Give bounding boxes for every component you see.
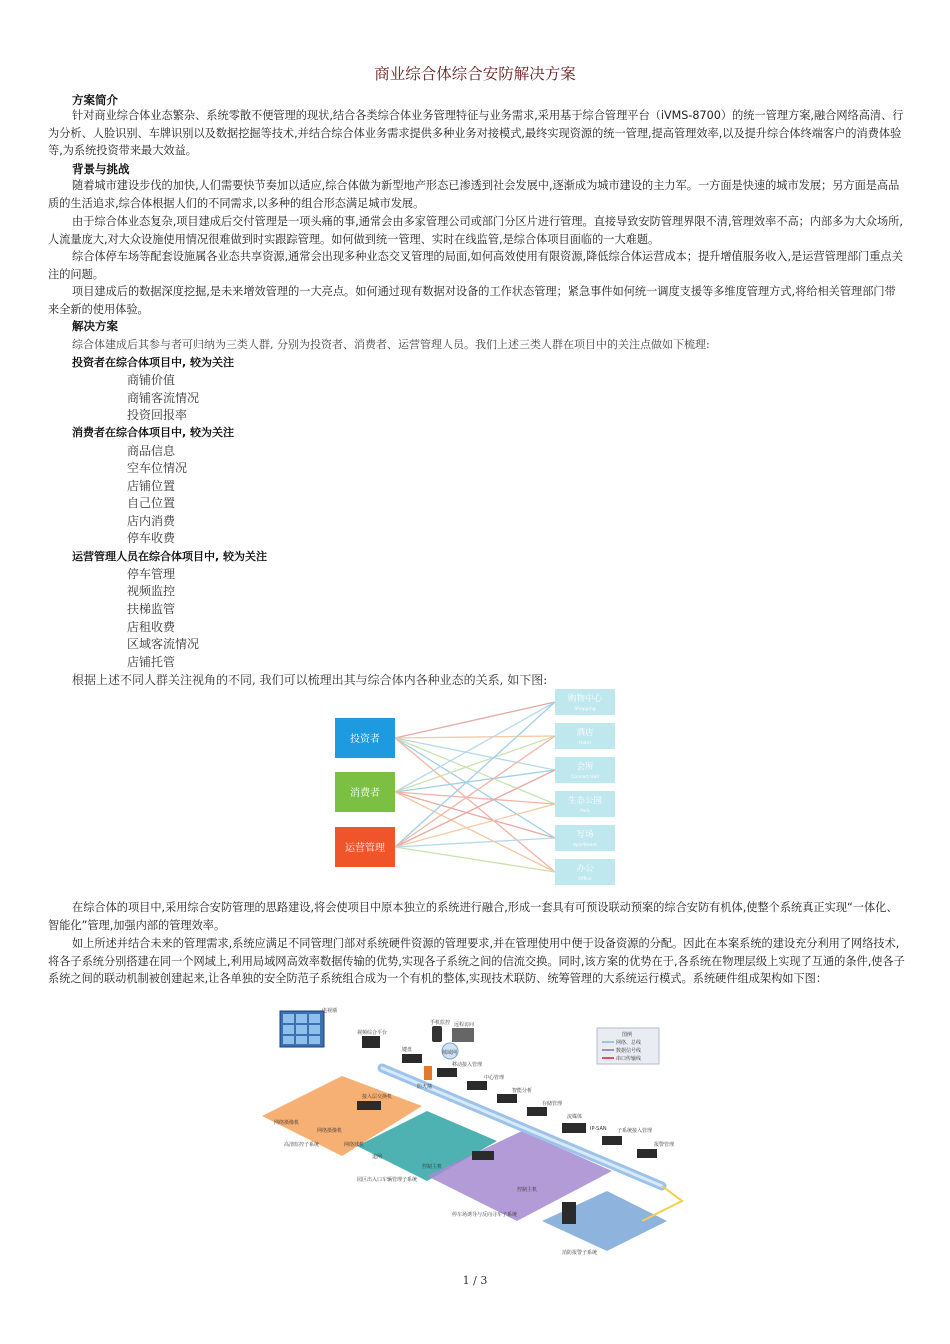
relation-link — [395, 702, 555, 792]
business-label: 生态公园 — [567, 796, 603, 806]
list-item: 商品信息 — [127, 444, 176, 458]
list-item: 商铺价值 — [127, 373, 176, 387]
label-mobile-access: 移动接入管理 — [452, 1062, 483, 1068]
label-parking-sys: 停车场诱导与反向寻车子系统 — [452, 1212, 518, 1218]
section-heading-solution: 解决方案 — [72, 319, 118, 333]
label-access-switch: 接入层交换机 — [362, 1094, 393, 1100]
list-item: 区域客流情况 — [127, 637, 200, 651]
label-mobile: 手机监控 — [430, 1020, 451, 1026]
list-item: 店内消费 — [127, 514, 176, 528]
label-ipsan: IP-SAN — [590, 1126, 607, 1132]
stakeholder-label: 消费者 — [350, 788, 380, 799]
list-item: 扶梯监管 — [127, 602, 176, 616]
document-title: 商业综合体综合安防解决方案 — [374, 65, 576, 83]
paragraph-intro: 针对商业综合体业态繁杂、系统零散不便管理的现状,结合各类综合体业务管理特征与业务需求,采用基于综合管理平台（iVMS-8700）的统一管理方案,融合网络高清、行为分析、人脸识别、车牌识别以及数据挖掘等技术,并结合综合体业务需求提供多种业务对接模式,最终实现资源的统一管理,提高管理效率,以及提升综合体终端客户的消费体验等,为系统投资带来最大效益。 — [48, 109, 904, 157]
label-park-sys: 园区出入口车辆管理子系统 — [357, 1177, 418, 1183]
business-sublabel: Park — [580, 809, 590, 814]
list-item: 店铺托管 — [127, 655, 176, 669]
paragraph-integration-1: 在综合体的项目中,采用综合安防管理的思路建设,将会使项目中原本独立的系统进行融合,形成一套具有可预设联动预案的综合安防有机体,使整个系统真正实现“一体化、智能化”管理,加强内部的管理效率。 — [48, 901, 898, 932]
legend-title: 图例 — [622, 1032, 633, 1038]
label-wan: 城域网 — [442, 1050, 458, 1056]
paragraph-background-2: 由于综合体业态复杂,项目建成后交付管理是一项头痛的事,通常会由多家管理公司或部门分区片进行管理。直接导致安防管理界限不清,管理效率不高；内部多为大众场所,人流量庞大,对大众设施使用情况很难做到时实跟踪管理。如何做到统一管理、实时在线监管,是综合体项目面临的一大难题。 — [48, 215, 903, 246]
business-label: 写场 — [576, 830, 594, 840]
diagram-caption: 根据上述不同人群关注视角的不同, 我们可以梳理出其与综合体内各种业态的关系, 如下图: — [72, 673, 548, 687]
label-remote: 远程访问 — [454, 1022, 475, 1028]
relation-link — [395, 838, 555, 847]
relation-link — [395, 736, 555, 738]
relation-link — [395, 738, 555, 770]
label-alarm-sys: 消防报警子系统 — [562, 1250, 598, 1256]
label-hd-sys: 高清监控子系统 — [284, 1142, 320, 1148]
label-storage: 存储管理 — [542, 1101, 563, 1107]
list-item: 店铺位置 — [127, 479, 176, 493]
page-number: 1 / 3 — [462, 1274, 488, 1287]
list-item: 空车位情况 — [127, 461, 188, 475]
label-dome: 网络球机 — [344, 1142, 365, 1148]
group-heading-consumer: 消费者在综合体项目中, 较为关注 — [72, 426, 235, 439]
paragraph-background-4: 项目建成后的数据深度挖掘,是未来增效管理的一大亮点。如何通过现有数据对设备的工作状态管理；紧急事件如何统一调度支援等多维度管理方式,将给相关管理部门带来全新的使用体验。 — [48, 285, 896, 316]
section-heading-intro: 方案简介 — [72, 93, 118, 107]
business-sublabel: Concert Hall — [571, 775, 599, 780]
group-heading-operator: 运营管理人员在综合体项目中, 较为关注 — [72, 550, 268, 563]
group-heading-investor: 投资者在综合体项目中, 较为关注 — [72, 356, 235, 369]
legend-item: 数据信号线 — [616, 1048, 642, 1054]
list-item: 商铺客流情况 — [127, 391, 200, 405]
list-item: 视频监控 — [127, 584, 176, 598]
list-item: 停车收费 — [127, 531, 176, 545]
business-sublabel: Office — [578, 877, 592, 882]
relation-link — [395, 702, 555, 738]
relation-link — [395, 736, 555, 792]
list-item: 自己位置 — [127, 496, 176, 510]
legend-item: 网络、总线 — [616, 1040, 642, 1046]
stakeholder-label: 运营管理 — [345, 843, 385, 854]
legend-item: 串口传输线 — [616, 1056, 642, 1062]
label-smart: 智能分析 — [512, 1088, 533, 1094]
list-item: 投资回报率 — [127, 408, 188, 422]
label-keyboard: 键盘 — [402, 1047, 413, 1053]
stakeholder-relationship-diagram — [330, 684, 630, 890]
list-item: 店租收费 — [127, 620, 176, 634]
system-architecture-diagram — [262, 1006, 692, 1266]
paragraph-background-3: 综合体停车场等配套设施属各业态共享资源,通常会出现多种业态交叉管理的局面,如何高效使用有限资源,降低综合体运营成本；提升增值服务收入,是运营管理部门重点关注的问题。 — [48, 250, 903, 281]
label-sub-mgmt: 子系统接入管理 — [617, 1128, 653, 1134]
business-label: 酒店 — [576, 728, 594, 738]
section-heading-background: 背景与挑战 — [72, 162, 130, 176]
business-sublabel: Shopping — [574, 707, 596, 712]
solution-intro: 综合体建成后其参与者可归纳为三类人群, 分别为投资者、消费者、运营管理人员。我们上述三类人群在项目中的关注点做如下梳理: — [72, 338, 710, 351]
label-firewall: 防火墙 — [417, 1084, 433, 1090]
label-camera-2: 网络摄像机 — [317, 1128, 343, 1134]
stakeholder-label: 投资者 — [350, 734, 380, 745]
label-platform: 视频综合平台 — [357, 1030, 388, 1036]
label-center: 中心管理 — [484, 1075, 505, 1081]
label-camera-1: 网络摄像机 — [274, 1120, 300, 1126]
business-label: 购物中心 — [567, 694, 603, 704]
business-label: 会所 — [576, 762, 594, 772]
paragraph-background-1: 随着城市建设步伐的加快,人们需要快节奏加以适应,综合体做为新型地产形态已渗透到社会发展中,逐渐成为城市建设的主力军。一方面是快速的城市发展；另方面是高品质的生活追求,综合体根据人们的不同需求,以多种的组合形态满足城市发展。 — [48, 179, 900, 210]
business-sublabel: Apartment — [572, 843, 598, 848]
label-tv-wall: 电视墙 — [322, 1008, 338, 1014]
label-ctrl-2: 控制主机 — [517, 1187, 538, 1193]
label-road: 道闸 — [372, 1154, 383, 1160]
list-item: 停车管理 — [127, 567, 176, 581]
relation-link — [395, 738, 555, 872]
label-stream: 流媒体 — [567, 1114, 583, 1120]
business-label: 办公 — [576, 864, 594, 874]
paragraph-integration-2: 如上所述并结合未来的管理需求,系统应满足不同管理门部对系统硬件资源的管理要求,并在管理使用中便于设备资源的分配。因此在本案系统的建设充分利用了网络技术,将各子系统分别搭建在同一个网域上,利用局域网高效率数据传输的优势,实现各子系统之间的信流交换。同时,该方案的优势在于,各系统在物理层级上实现了互通的条件,使各子系统之间的联动机制被创建起来,让各单独的安全防范子系统组合成为一个有机的整体,实现技术联防、统筹管理的大系统运行模式。系统硬件组成架构如下图： — [48, 937, 905, 985]
label-ctrl-1: 控制主机 — [422, 1164, 443, 1170]
business-sublabel: Hotel — [579, 741, 591, 746]
label-alarm-mgmt: 报警管理 — [654, 1142, 675, 1148]
